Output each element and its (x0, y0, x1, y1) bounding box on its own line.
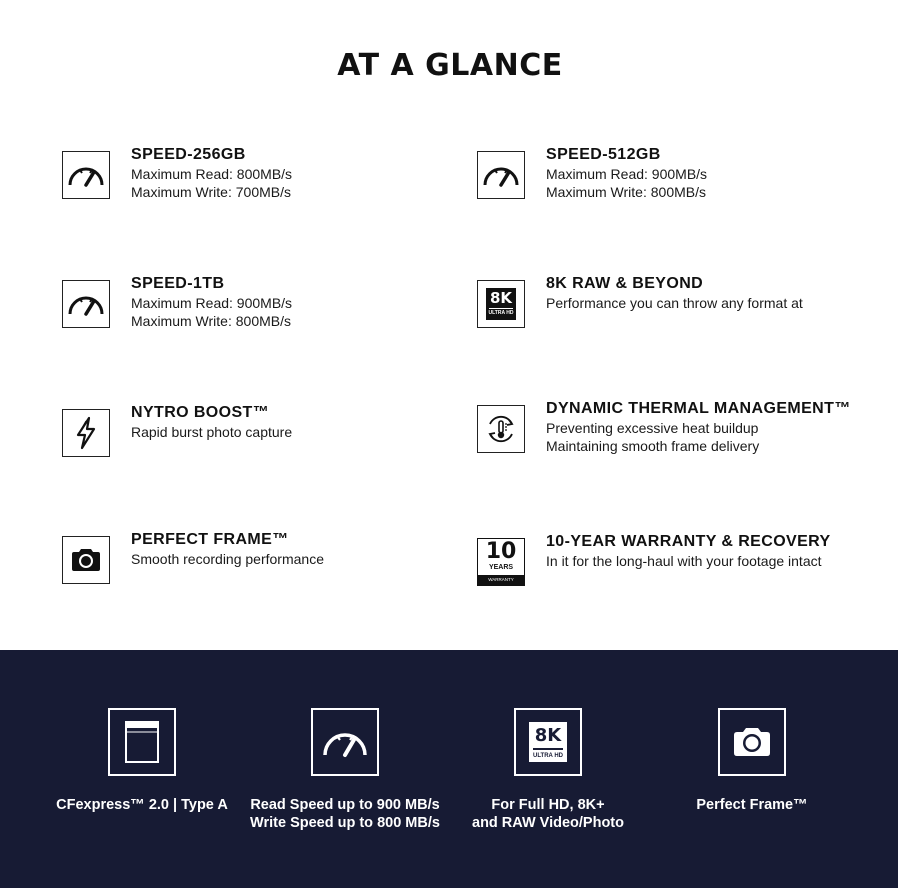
feature-line: Maximum Read: 900MB/s (546, 166, 708, 182)
feature-line: Maximum Write: 800MB/s (131, 313, 291, 329)
feature-10-year-warranty (477, 533, 877, 598)
feature-nytro-boost (62, 404, 462, 469)
feature-title: SPEED-512GB (546, 146, 661, 163)
lightning-bolt-icon (62, 409, 110, 457)
feature-title: PERFECT FRAME™ (131, 531, 289, 548)
feature-line: Maintaining smooth frame delivery (546, 438, 760, 454)
feature-title: NYTRO BOOST™ (131, 404, 270, 421)
summary-label: For Full HD, 8K+ (491, 797, 605, 813)
warranty-10-years-icon (477, 538, 525, 586)
feature-line: Performance you can throw any format at (546, 295, 803, 311)
feature-line: Maximum Read: 800MB/s (131, 166, 293, 182)
8k-ultra-hd-icon (477, 280, 525, 328)
camera-icon (718, 708, 786, 776)
page-title: AT A GLANCE (337, 48, 563, 83)
feature-dynamic-thermal (477, 400, 877, 465)
8k-ultra-hd-icon (514, 708, 582, 776)
feature-line: Maximum Write: 700MB/s (131, 184, 291, 200)
badge-ultra-hd-text: ULTRA HD (533, 752, 563, 759)
feature-speed-1tb (62, 275, 462, 340)
badge-years-text: YEARS (488, 564, 514, 571)
feature-line: In it for the long-haul with your footage intact (546, 553, 822, 569)
summary-band (0, 650, 898, 888)
feature-line: Maximum Read: 900MB/s (131, 295, 293, 311)
summary-perfect-frame (632, 708, 872, 814)
feature-title: SPEED-256GB (131, 146, 246, 163)
feature-line: Smooth recording performance (131, 551, 324, 567)
speedometer-icon (477, 151, 525, 199)
thermal-cycle-icon (477, 405, 525, 453)
summary-label: Perfect Frame™ (696, 797, 808, 813)
feature-8k-raw (477, 275, 877, 340)
summary-label: Read Speed up to 900 MB/s (250, 797, 440, 813)
feature-line: Preventing excessive heat buildup (546, 420, 759, 436)
badge-10-text: 10 (485, 539, 517, 564)
feature-speed-512gb (477, 146, 877, 211)
badge-8k-text: 8K (489, 289, 513, 307)
cfexpress-card-icon (108, 708, 176, 776)
feature-speed-256gb (62, 146, 462, 211)
speedometer-icon (62, 280, 110, 328)
badge-ultra-hd-text: ULTRA HD (488, 310, 514, 316)
badge-warranty-text: WARRANTY (478, 575, 524, 585)
feature-title: SPEED-1TB (131, 275, 225, 292)
feature-title: 8K RAW & BEYOND (546, 275, 704, 292)
speedometer-icon (62, 151, 110, 199)
summary-label: and RAW Video/Photo (472, 815, 624, 831)
feature-line: Maximum Write: 800MB/s (546, 184, 706, 200)
feature-perfect-frame (62, 531, 462, 596)
badge-8k-text: 8K (534, 725, 562, 746)
summary-label: CFexpress™ 2.0 | Type A (56, 797, 228, 813)
camera-icon (62, 536, 110, 584)
feature-line: Rapid burst photo capture (131, 424, 293, 440)
feature-title: 10-YEAR WARRANTY & RECOVERY (546, 533, 831, 550)
summary-label: Write Speed up to 800 MB/s (250, 815, 440, 831)
speedometer-icon (311, 708, 379, 776)
feature-title: DYNAMIC THERMAL MANAGEMENT™ (546, 400, 851, 417)
